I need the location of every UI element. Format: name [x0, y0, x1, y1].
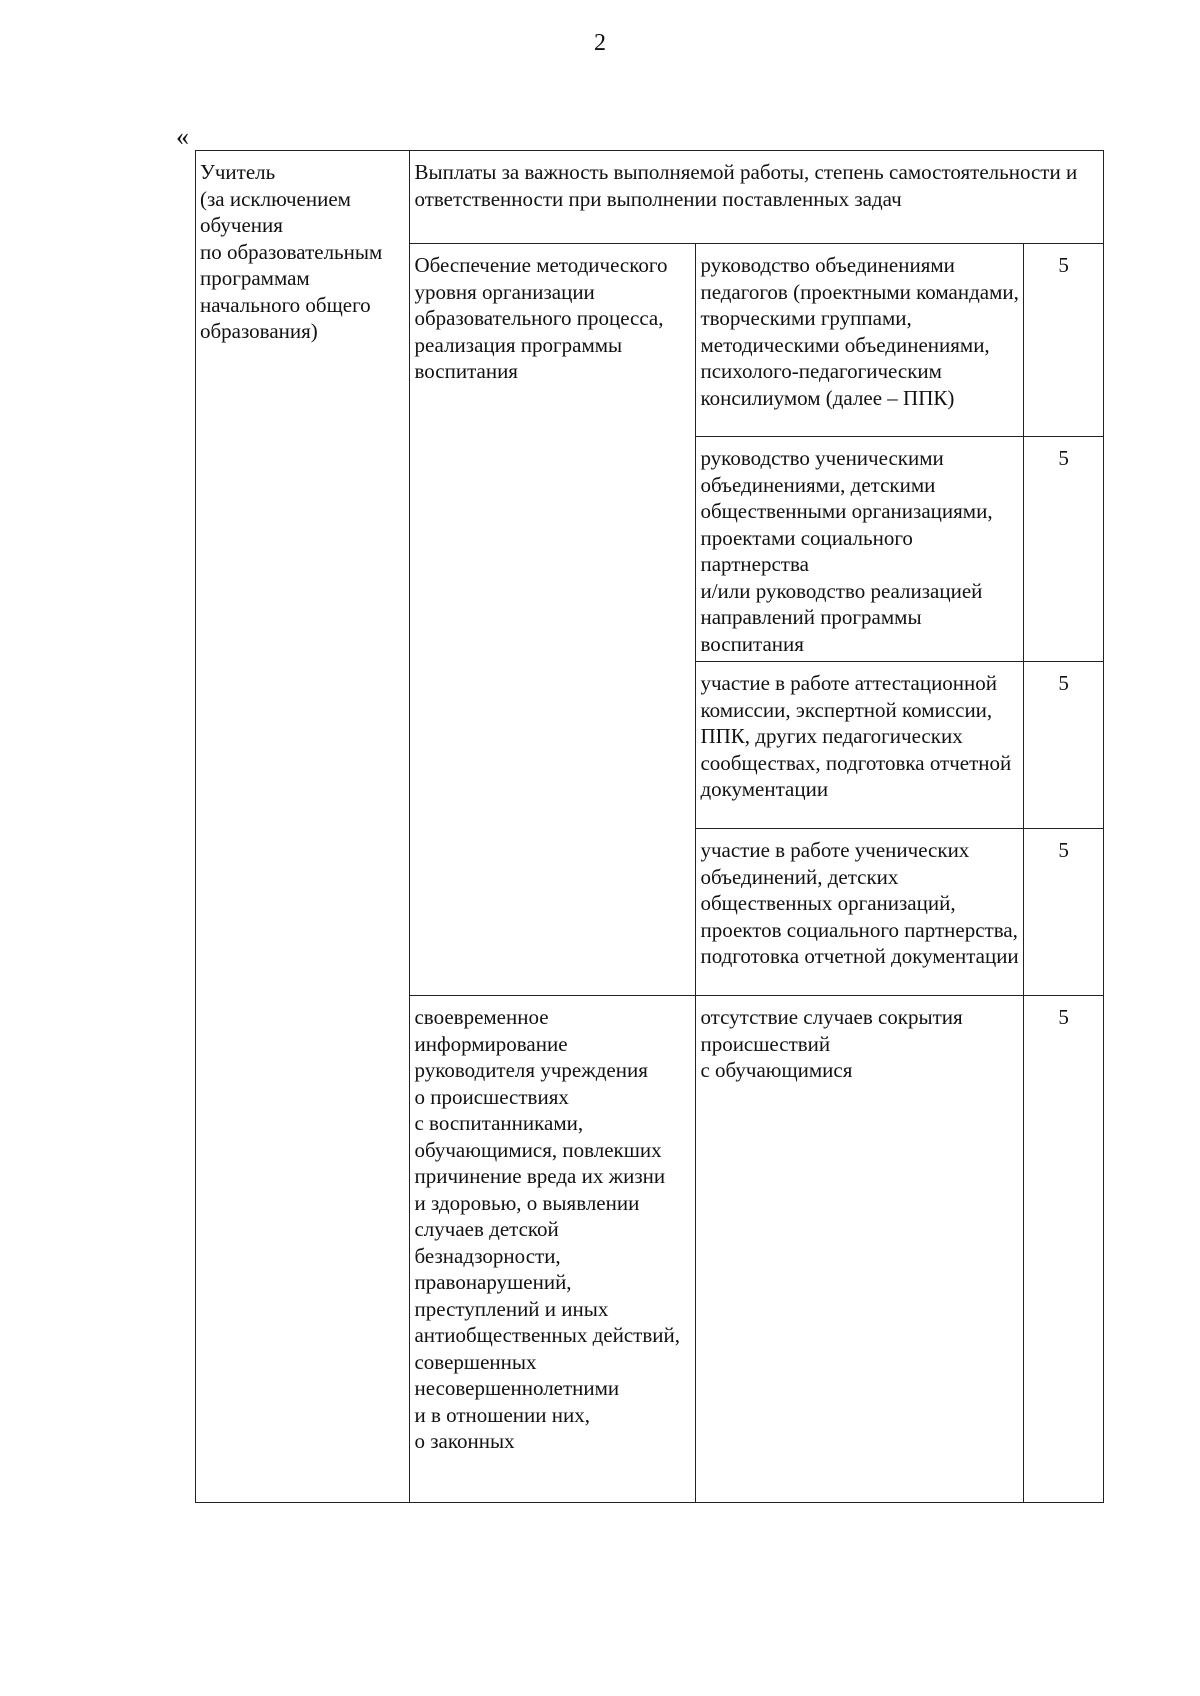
payment-type-header-cell: [410, 151, 1104, 244]
indicator-cell: [696, 996, 1024, 1503]
indicator-text: участие в работе ученических объединений, детских общественных организаций, проектов социального партнерства, подготовка отчетной документации: [700, 838, 1019, 968]
indicator-text: участие в работе аттестационной комиссии, экспертной комиссии, ППК, других педагогических сообществах, подготовка отчетной документации: [700, 671, 1012, 801]
payment-type-header: Выплаты за важность выполняемой работы, степень самостоятельности и ответственности при выполнении поставленных задач: [414, 160, 1078, 211]
criterion-text: Обеспечение методического уровня организации образовательного процесса, реализация программы воспитания: [414, 253, 668, 383]
criterion-cell: [410, 244, 696, 996]
indicator-cell: [696, 244, 1024, 437]
points-cell: [1024, 244, 1104, 437]
table-row: [196, 151, 1104, 244]
indicator-text: руководство объединениями педагогов (проектными командами, творческими группами, методическими объединениями, психолого-педагогическим консилиумом (далее – ППК): [700, 253, 1019, 410]
points-value: 5: [1058, 671, 1069, 695]
points-cell: [1024, 437, 1104, 662]
payments-table: [195, 150, 1104, 1503]
criterion-text: своевременное информирование руководителя учреждения о происшествиях с воспитанниками, обучающимися, повлекших причинение вреда их жизни и здоровью, о выявлении случаев детской безнадзорности, правонарушений, преступлений и иных антиобщественных действий, совершенных несовершеннолетними и в отношении них, о законных: [414, 1005, 680, 1453]
indicator-text: руководство ученическими объединениями, детскими общественными организациями, проектами социального партнерства и/или руководство реализацией направлений программы воспитания: [700, 446, 993, 656]
indicator-cell: [696, 662, 1024, 829]
points-cell: [1024, 662, 1104, 829]
opening-quote-mark: «: [176, 122, 189, 151]
points-value: 5: [1058, 446, 1069, 470]
points-value: 5: [1058, 1005, 1069, 1029]
points-value: 5: [1058, 253, 1069, 277]
indicator-text: отсутствие случаев сокрытия происшествий с обучающимися: [700, 1005, 963, 1082]
indicator-cell: [696, 437, 1024, 662]
indicator-cell: [696, 829, 1024, 996]
position-cell: [196, 151, 410, 1503]
criterion-cell: [410, 996, 696, 1503]
position-text: Учитель (за исключением обучения по образовательным программам начального общего образования): [200, 160, 383, 343]
points-cell: [1024, 996, 1104, 1503]
points-value: 5: [1058, 838, 1069, 862]
points-cell: [1024, 829, 1104, 996]
page-number: 2: [594, 30, 606, 56]
